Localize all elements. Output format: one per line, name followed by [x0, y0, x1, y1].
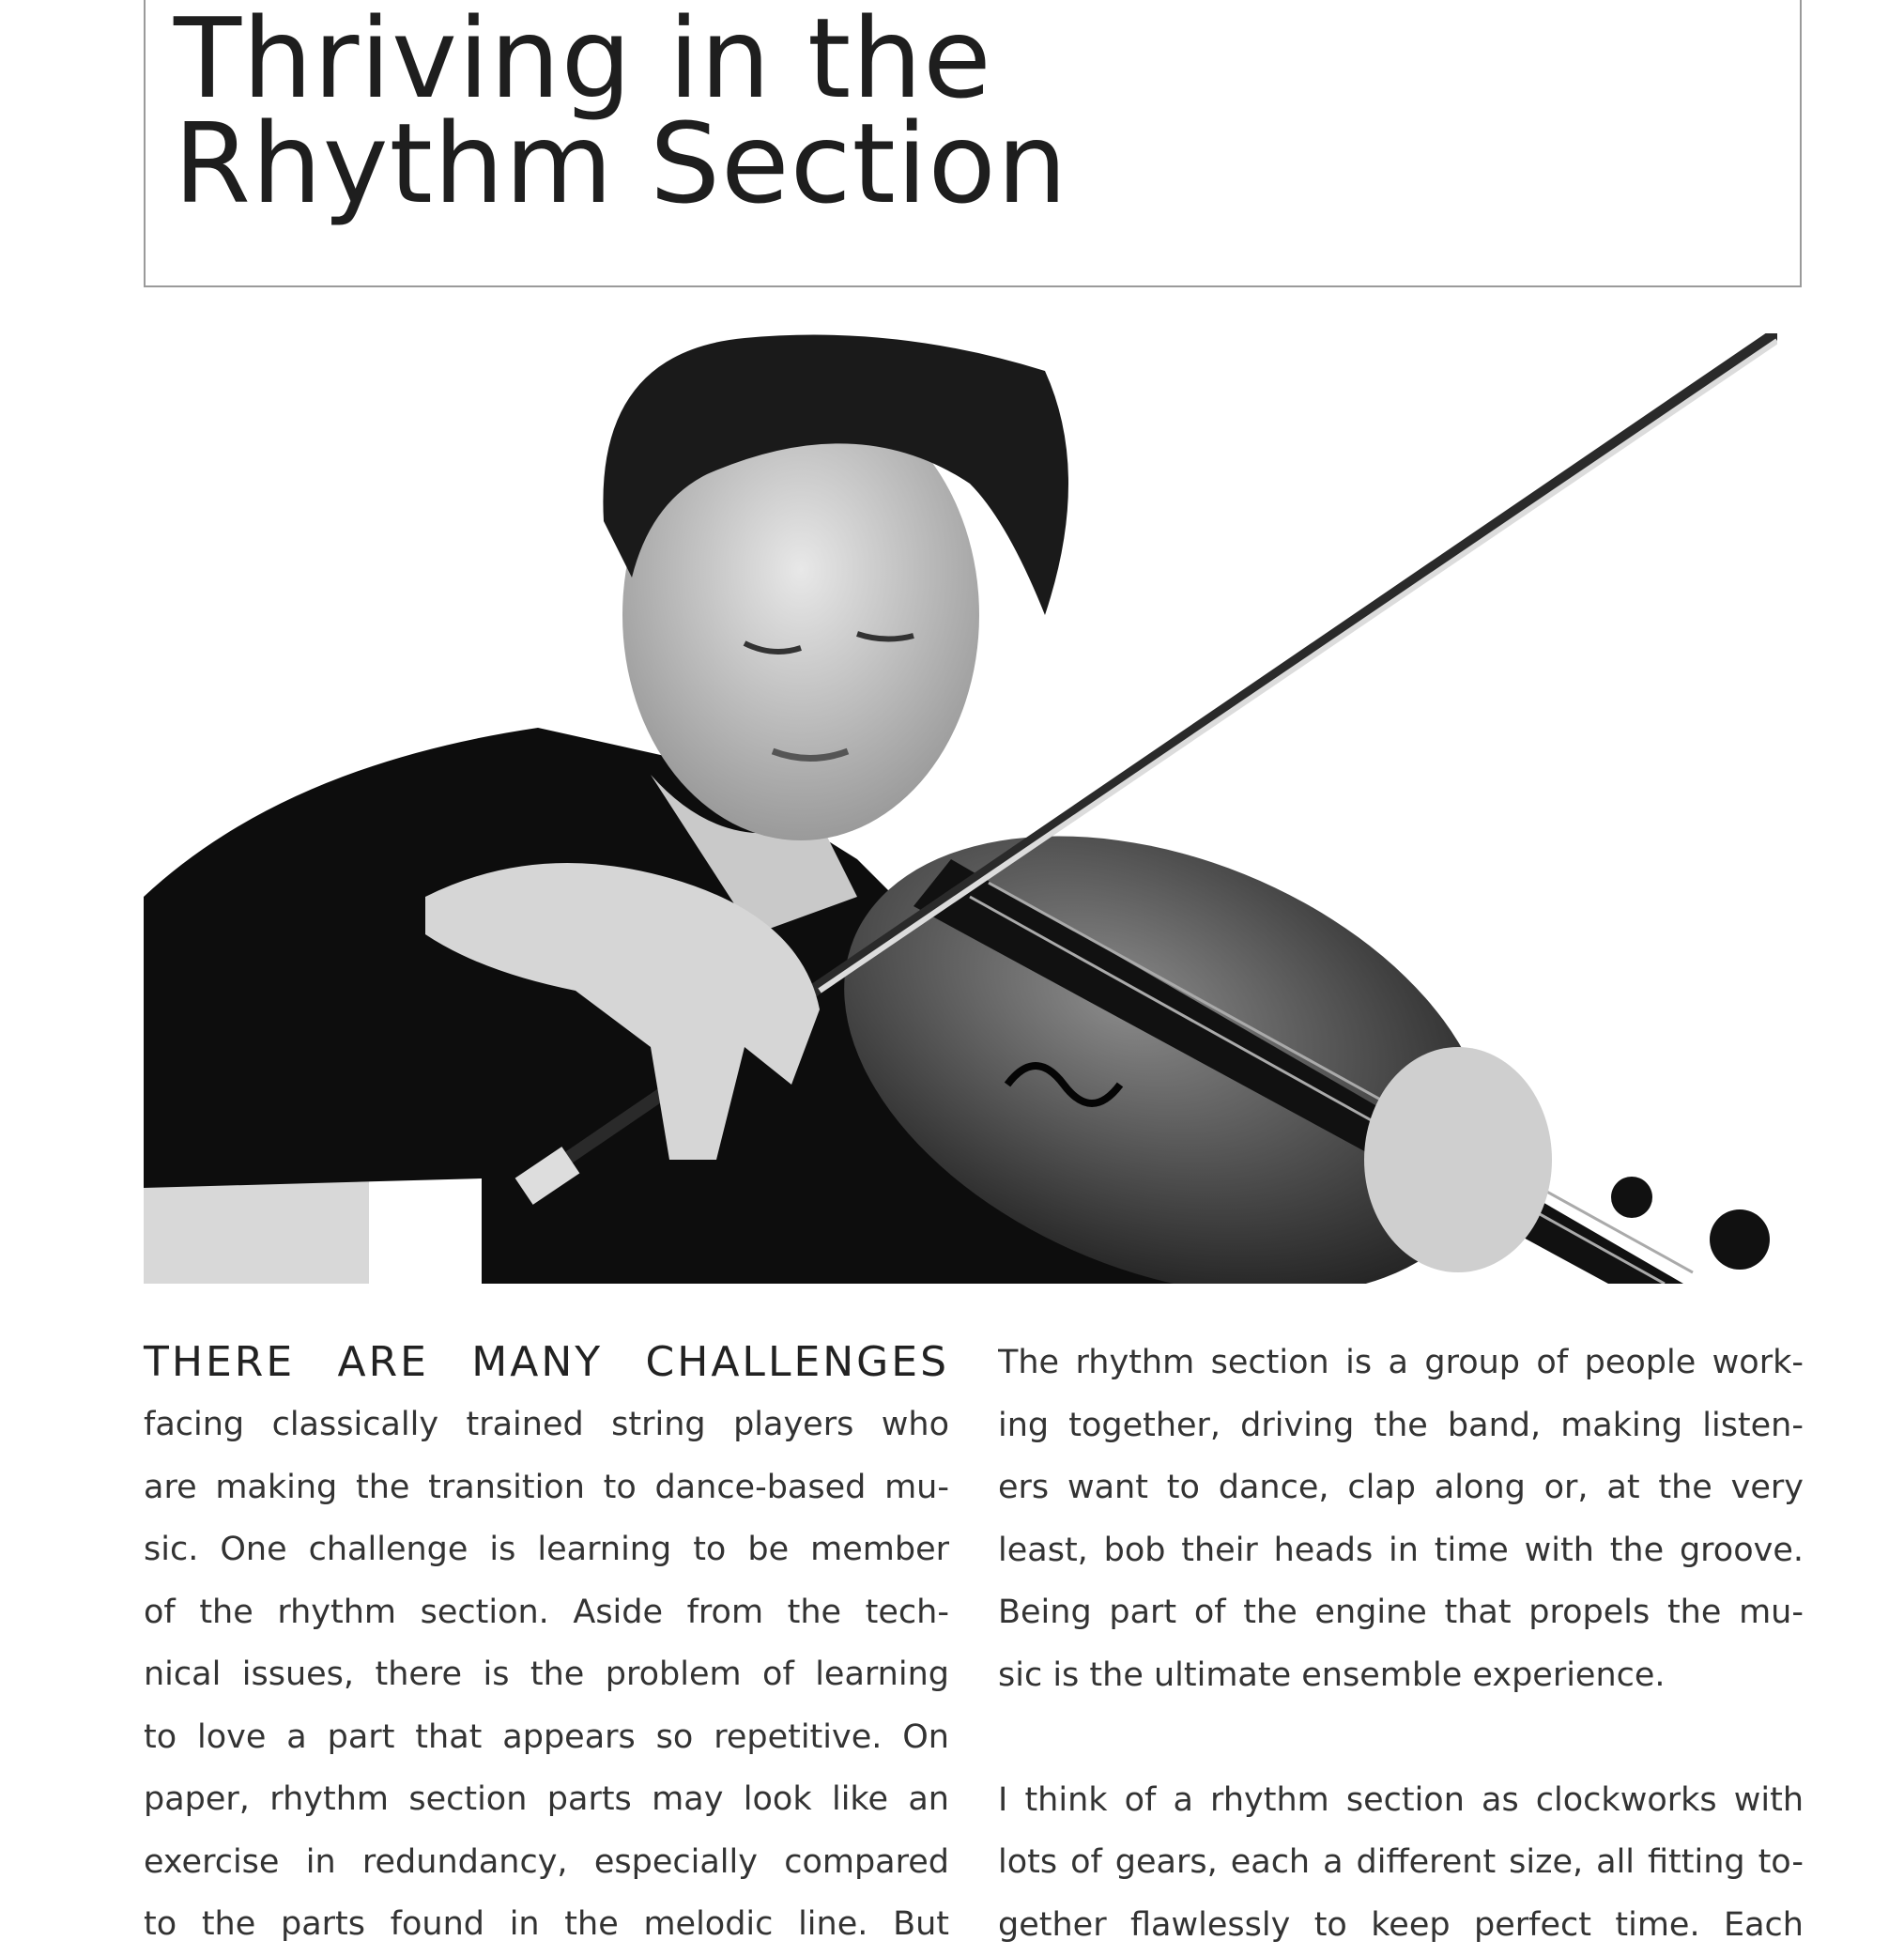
- text-line: facing classically trained string players who: [144, 1394, 949, 1456]
- text-line: I think of a rhythm section as clockworks with: [998, 1769, 1804, 1832]
- text-line: sic is the ultimate ensemble experience.: [998, 1644, 1804, 1707]
- left-paragraph: [144, 1394, 949, 1956]
- text-line: to love a part that appears so repetitive. On: [144, 1706, 949, 1769]
- text-line: least, bob their heads in time with the groove.: [998, 1519, 1804, 1582]
- violinist-photo: [144, 333, 1777, 1284]
- article-lead-heading: THERE ARE MANY CHALLENGES: [144, 1332, 949, 1394]
- right-paragraph-2: [998, 1769, 1804, 1956]
- text-line: gether flawlessly to keep perfect time. Each: [998, 1894, 1804, 1956]
- title-box: [144, 0, 1802, 287]
- right-column: [998, 1332, 1804, 1956]
- text-line: paper, rhythm section parts may look like an: [144, 1768, 949, 1831]
- title-line-2: Rhythm Section: [174, 111, 1068, 216]
- page-title: [174, 6, 1068, 216]
- text-line: sic. One challenge is learning to be member: [144, 1518, 949, 1581]
- text-line: ing together, driving the band, making listen-: [998, 1394, 1804, 1457]
- text-line: Being part of the engine that propels the mu-: [998, 1581, 1804, 1644]
- left-column: [144, 1332, 949, 1956]
- text-line: The rhythm section is a group of people work-: [998, 1332, 1804, 1394]
- right-paragraph-1: [998, 1332, 1804, 1706]
- text-line: nical issues, there is the problem of learning: [144, 1643, 949, 1706]
- text-line: of the rhythm section. Aside from the tech-: [144, 1581, 949, 1644]
- title-line-1: Thriving in the: [174, 6, 1068, 111]
- text-line: to the parts found in the melodic line. But: [144, 1893, 949, 1956]
- text-line: exercise in redundancy, especially compared: [144, 1831, 949, 1894]
- text-line: ers want to dance, clap along or, at the very: [998, 1456, 1804, 1519]
- text-line: are making the transition to dance-based mu-: [144, 1456, 949, 1519]
- text-line: lots of gears, each a different size, all fitting to-: [998, 1831, 1804, 1894]
